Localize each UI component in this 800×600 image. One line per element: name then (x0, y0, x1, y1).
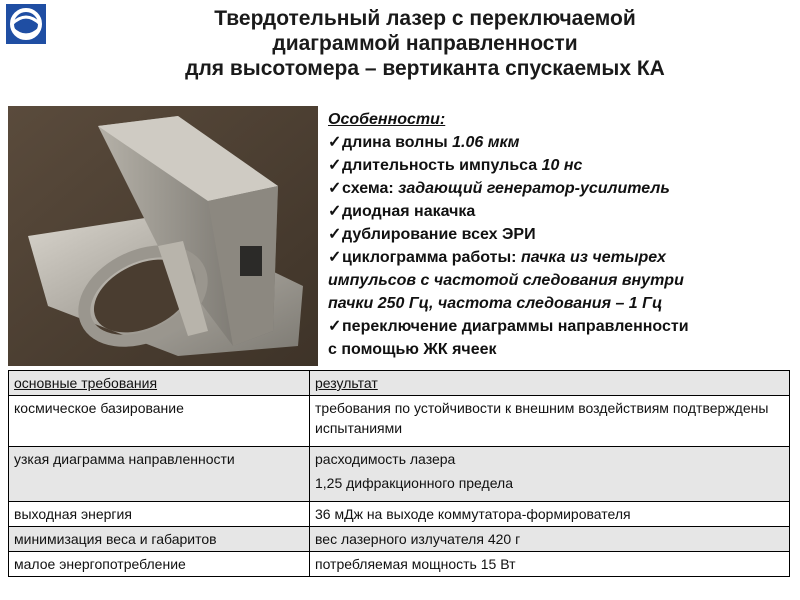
logo-icon (6, 4, 46, 44)
table-row (9, 396, 790, 447)
title-line-3: для высотомера – вертиканта спускаемых КА (185, 57, 665, 80)
check-icon: ✓ (328, 318, 342, 335)
check-icon: ✓ (328, 226, 342, 243)
header-cell: результат (310, 371, 790, 396)
result-cell: расходимость лазера 1,25 дифракционного предела (310, 447, 790, 502)
feature-item-continuation: импульсов с частотой следования внутри (328, 272, 684, 289)
feature-item-continuation: с помощью ЖК ячеек (328, 341, 497, 358)
result-cell: потребляемая мощность 15 Вт (310, 552, 790, 577)
feature-item: ✓схема: задающий генератор-усилитель (328, 177, 790, 200)
header-cell: основные требования (9, 371, 310, 396)
check-icon: ✓ (328, 180, 342, 197)
feature-item: ✓длительность импульса 10 нс (328, 154, 790, 177)
feature-item-continuation: пачки 250 Гц, частота следования – 1 Гц (328, 295, 663, 312)
requirement-cell: космическое базирование (9, 396, 310, 447)
requirements-table (8, 370, 790, 577)
table-header-row (9, 371, 790, 396)
features-heading: Особенности: (328, 111, 446, 128)
check-icon: ✓ (328, 203, 342, 220)
feature-item: ✓длина волны 1.06 мкм (328, 131, 790, 154)
result-cell: вес лазерного излучателя 420 г (310, 527, 790, 552)
features-list (328, 108, 790, 361)
title-line-1: Твердотельный лазер с переключаемой (214, 7, 636, 30)
table-row (9, 552, 790, 577)
requirement-cell: выходная энергия (9, 502, 310, 527)
page-title (60, 6, 790, 81)
table-row (9, 502, 790, 527)
result-cell: требования по устойчивости к внешним воздействиям подтверждены испытаниями (310, 396, 790, 447)
feature-item: ✓диодная накачка (328, 200, 790, 223)
check-icon: ✓ (328, 134, 342, 151)
check-icon: ✓ (328, 249, 342, 266)
title-line-2: диаграммой направленности (272, 32, 578, 55)
result-cell: 36 мДж на выходе коммутатора-формирователя (310, 502, 790, 527)
laser-device-photo (8, 106, 318, 366)
table-row (9, 447, 790, 502)
table-row (9, 527, 790, 552)
requirement-cell: минимизация веса и габаритов (9, 527, 310, 552)
feature-item: ✓дублирование всех ЭРИ (328, 223, 790, 246)
feature-item: ✓переключение диаграммы направленности (328, 315, 790, 338)
feature-item: ✓циклограмма работы: пачка из четырех (328, 246, 790, 269)
requirement-cell: узкая диаграмма направленности (9, 447, 310, 502)
check-icon: ✓ (328, 157, 342, 174)
requirement-cell: малое энергопотребление (9, 552, 310, 577)
